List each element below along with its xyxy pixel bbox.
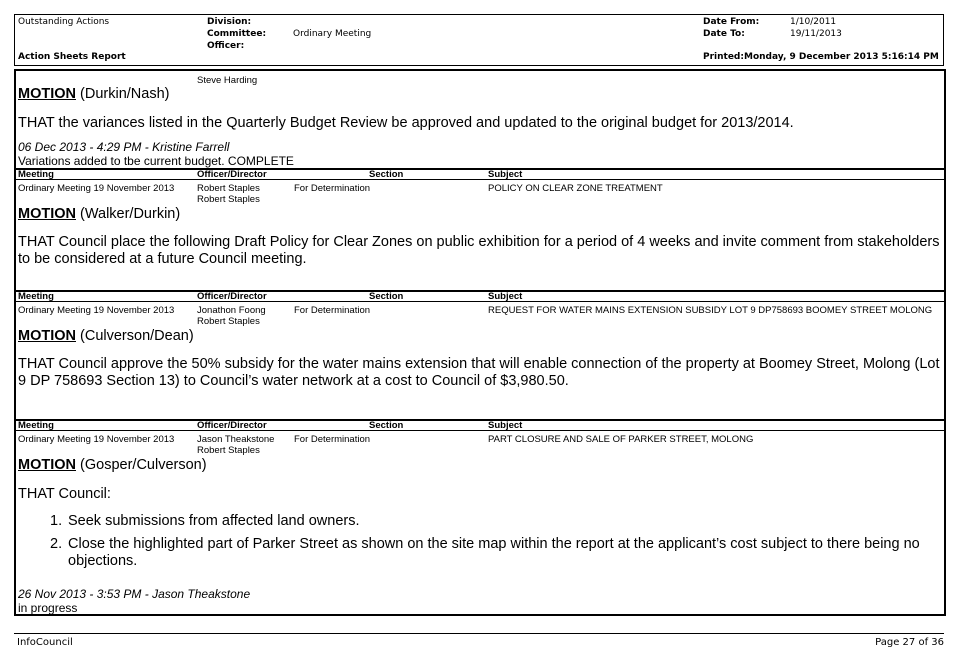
col-section: Section (369, 291, 404, 302)
item3-note-stamp: 26 Nov 2013 - 3:53 PM - Jason Theakstone (18, 587, 251, 601)
date-to-value: 19/11/2013 (790, 29, 842, 39)
report-title: Outstanding Actions (18, 17, 110, 27)
division-label: Division: (207, 17, 252, 27)
motion-movers: (Culverson/Dean) (80, 328, 194, 344)
table-header-row (16, 419, 944, 431)
list-item: Seek submissions from affected land owners. (68, 513, 360, 529)
list-item-number: 1. (50, 513, 63, 529)
item3-note-text: in progress (18, 601, 78, 615)
item2-meeting: Ordinary Meeting 19 November 2013 (18, 305, 175, 316)
item3-resolution-intro: THAT Council: (18, 486, 111, 502)
item0-motion (18, 86, 169, 102)
date-to-label: Date To: (703, 29, 745, 39)
motion-label: MOTION (18, 457, 76, 473)
col-meeting: Meeting (18, 169, 54, 180)
item3-director: Robert Staples (197, 445, 260, 456)
committee-value: Ordinary Meeting (293, 29, 372, 39)
motion-movers: (Durkin/Nash) (80, 86, 170, 102)
col-meeting: Meeting (18, 420, 54, 431)
item2-officer: Jonathon Foong (197, 305, 266, 316)
item2-section: For Determination (294, 305, 371, 316)
page-number: Page 27 of 36 (875, 637, 944, 648)
footer-app-name: InfoCouncil (17, 637, 73, 648)
report-header (14, 14, 944, 66)
col-section: Section (369, 169, 404, 180)
col-subject: Subject (488, 291, 523, 302)
item3-section: For Determination (294, 434, 371, 445)
item0-officer: Steve Harding (197, 75, 258, 86)
table-header-row (16, 290, 944, 302)
item2-director: Robert Staples (197, 316, 260, 327)
report-name: Action Sheets Report (18, 52, 126, 62)
item0-note-stamp: 06 Dec 2013 - 4:29 PM - Kristine Farrell (18, 140, 230, 154)
item1-subject: POLICY ON CLEAR ZONE TREATMENT (488, 183, 663, 194)
item1-officer: Robert Staples (197, 183, 260, 194)
item0-resolution: THAT the variances listed in the Quarterly Budget Review be approved and updated to the original budget for 2013/2014. (18, 115, 794, 131)
item3-motion (18, 457, 207, 473)
motion-label: MOTION (18, 206, 76, 222)
item3-subject: PART CLOSURE AND SALE OF PARKER STREET, MOLONG (488, 434, 754, 445)
motion-label: MOTION (18, 86, 76, 102)
item1-resolution: THAT Council place the following Draft Policy for Clear Zones on public exhibition for a period of 4 weeks and invite comment from stakeholders to be considered at a future Council meeting. (18, 234, 940, 267)
item1-director: Robert Staples (197, 194, 260, 205)
col-section: Section (369, 420, 404, 431)
col-officer: Officer/Director (197, 420, 267, 431)
printed-value: Monday, 9 December 2013 5:16:14 PM (744, 52, 939, 62)
list-item: Close the highlighted part of Parker Street as shown on the site map within the report at the applicant’s cost subject to there being no objections. (68, 536, 920, 569)
officer-label: Officer: (207, 41, 245, 51)
item0-note-text: Variations added to tbe current budget. COMPLETE (18, 154, 294, 168)
item2-subject: REQUEST FOR WATER MAINS EXTENSION SUBSIDY LOT 9 DP758693 BOOMEY STREET MOLONG (488, 305, 933, 316)
item1-section: For Determination (294, 183, 371, 194)
action-sheet-body (14, 69, 946, 616)
item1-motion (18, 206, 180, 222)
col-meeting: Meeting (18, 291, 54, 302)
item1-meeting: Ordinary Meeting 19 November 2013 (18, 183, 175, 194)
motion-label: MOTION (18, 328, 76, 344)
item3-officer: Jason Theakstone (197, 434, 275, 445)
item2-motion (18, 328, 194, 344)
motion-movers: (Walker/Durkin) (80, 206, 181, 222)
list-item-number: 2. (50, 536, 63, 552)
col-subject: Subject (488, 169, 523, 180)
item3-meeting: Ordinary Meeting 19 November 2013 (18, 434, 175, 445)
date-from-value: 1/10/2011 (790, 17, 837, 27)
col-officer: Officer/Director (197, 291, 267, 302)
col-officer: Officer/Director (197, 169, 267, 180)
motion-movers: (Gosper/Culverson) (80, 457, 207, 473)
printed-label: Printed: (703, 52, 744, 62)
footer-divider (14, 633, 944, 634)
committee-label: Committee: (207, 29, 267, 39)
item2-resolution: THAT Council approve the 50% subsidy for the water mains extension that will enable connection of the property at Boomey Street, Molong (Lot 9 DP 758693 Section 13) to Council’s water network at a cost to Council of $3,980.50. (18, 356, 940, 389)
date-from-label: Date From: (703, 17, 760, 27)
table-header-row (16, 168, 944, 180)
col-subject: Subject (488, 420, 523, 431)
